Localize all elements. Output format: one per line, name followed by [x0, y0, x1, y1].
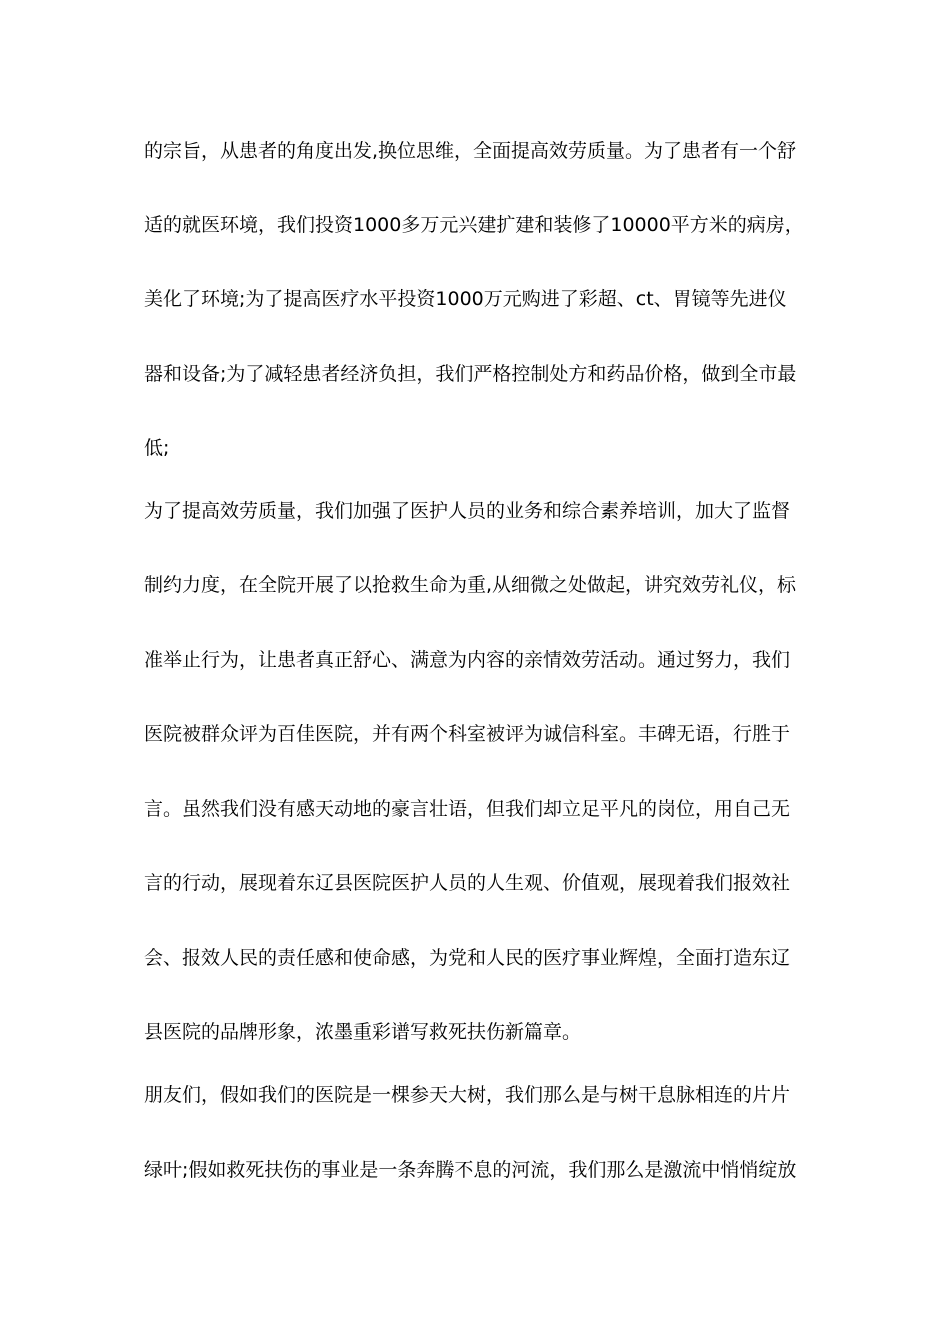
text-line: 器和设备;为了减轻患者经济负担，我们严格控制处方和药品价格，做到全市最	[144, 363, 797, 385]
text-line: 的宗旨，从患者的角度出发,换位思维，全面提高效劳质量。为了患者有一个舒	[144, 140, 797, 162]
text-line: 会、报效人民的责任感和使命感，为党和人民的医疗事业辉煌，全面打造东辽	[144, 947, 791, 969]
text-line: 绿叶;假如救死扶伤的事业是一条奔腾不息的河流，我们那么是激流中悄悄绽放	[144, 1159, 797, 1181]
text-line: 为了提高效劳质量，我们加强了医护人员的业务和综合素养培训，加大了监督	[144, 500, 791, 522]
text-line: 言的行动，展现着东辽县医院医护人员的人生观、价值观，展现着我们报效社	[144, 872, 791, 894]
text-line: 美化了环境;为了提高医疗水平投资1000万元购进了彩超、ct、胃镜等先进仪	[144, 288, 787, 310]
text-line: 医院被群众评为百佳医院，并有两个科室被评为诚信科室。丰碑无语，行胜于	[144, 723, 791, 745]
text-line: 制约力度，在全院开展了以抢救生命为重,从细微之处做起，讲究效劳礼仪，标	[144, 574, 797, 596]
text-line: 言。虽然我们没有感天动地的豪言壮语，但我们却立足平凡的岗位，用自己无	[144, 798, 791, 820]
text-line: 朋友们，假如我们的医院是一棵参天大树，我们那么是与树干息脉相连的片片	[144, 1084, 791, 1106]
text-line: 准举止行为，让患者真正舒心、满意为内容的亲情效劳活动。通过努力，我们	[144, 649, 791, 671]
text-line: 县医院的品牌形象，浓墨重彩谱写救死扶伤新篇章。	[144, 1021, 582, 1043]
text-line: 适的就医环境，我们投资1000多万元兴建扩建和装修了10000平方米的病房，	[144, 214, 804, 236]
text-line: 低;	[144, 437, 170, 459]
